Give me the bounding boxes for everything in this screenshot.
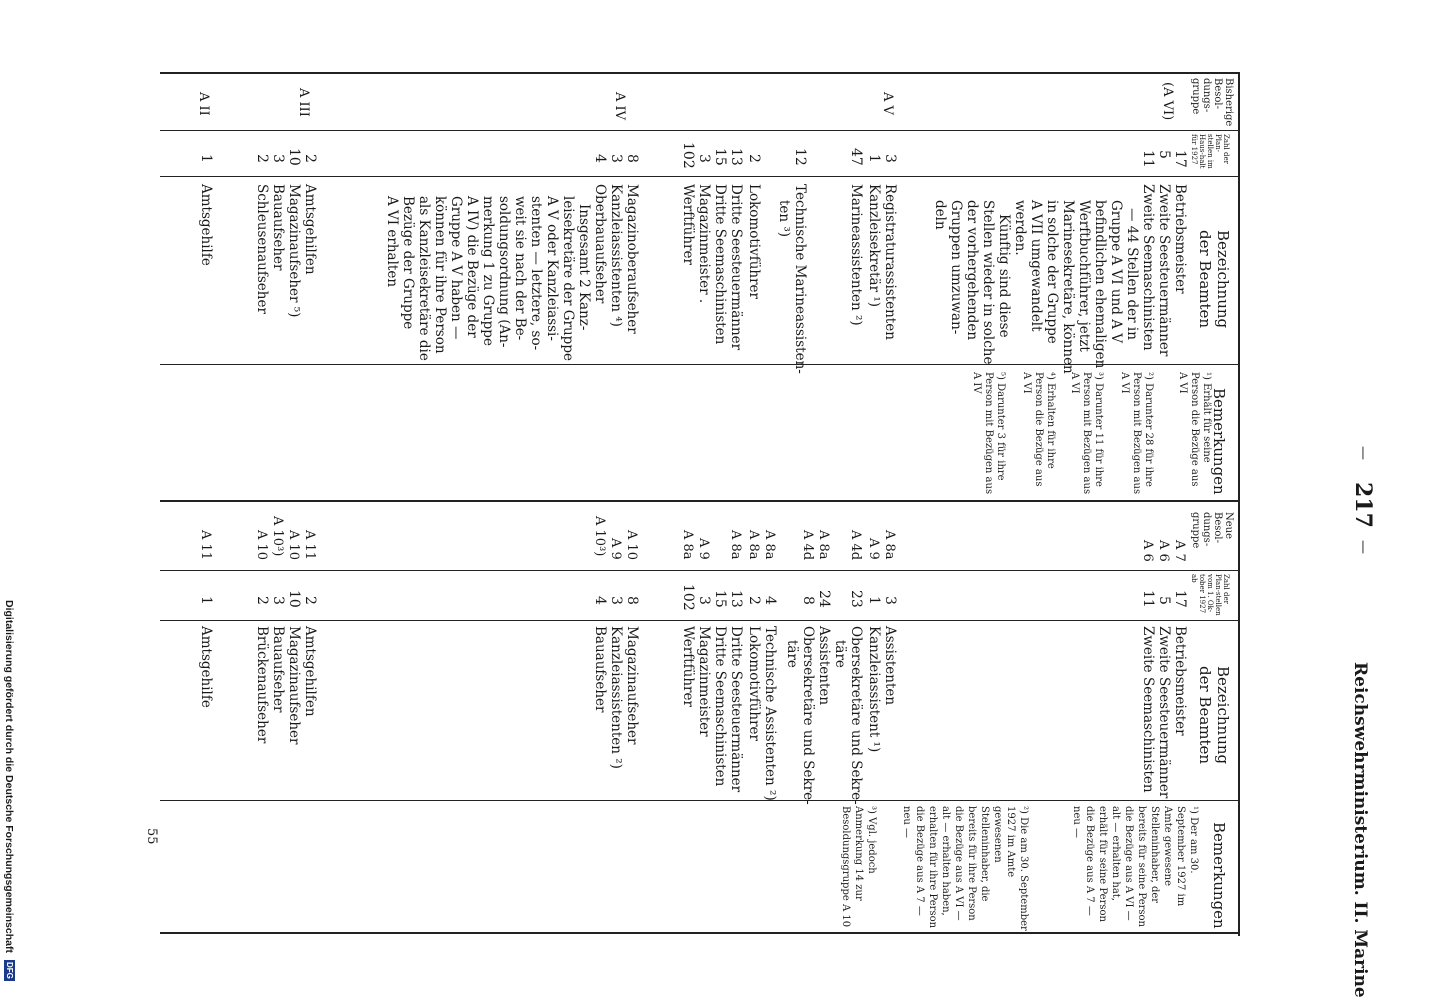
scan-page-number: 55 xyxy=(144,828,159,845)
new-group-cell: A 8a xyxy=(728,530,743,560)
count-cell: 8 xyxy=(624,154,640,163)
footnote: ³) Vgl. jedoch Anmerkung 14 zur Besoldungsgruppe A 10 xyxy=(840,806,877,928)
designation-line: Werftführer xyxy=(680,626,696,707)
count-cell: 2 xyxy=(746,154,762,163)
old-group-cell: (A VI) xyxy=(1160,82,1175,121)
designation-line: Marinesekretäre, können xyxy=(1060,200,1076,374)
page-title: Reichswehrministerium. II. Marine xyxy=(1350,662,1370,998)
designation-line: Technische Marineassisten- xyxy=(792,184,808,374)
count-cell: 102 xyxy=(680,584,696,611)
designation-line: Insgesamt 2 Kanz- xyxy=(576,204,592,331)
footnote: ²) Darunter 28 für ihre Person mit Bezügen aus A VI xyxy=(1119,372,1154,495)
designation-line: Technische Assistenten ²) xyxy=(762,626,778,801)
new-group-cell: A 6 xyxy=(1140,540,1155,562)
designation-line: werden. xyxy=(1012,200,1028,256)
designation-line: Bezüge der Gruppe xyxy=(400,196,416,330)
designation-line: Marineassistenten ²) xyxy=(848,184,864,326)
count-cell: 15 xyxy=(712,148,728,166)
designation-line: Zweite Seesteuermänner xyxy=(1156,626,1172,799)
header-designation-left: Bezeichnung der Beamten xyxy=(1196,230,1232,329)
header-new-group xyxy=(1190,512,1234,568)
designation-line: Magazinaufseher xyxy=(286,626,302,745)
footnote: ²) Die am 30. September 1927 im Amte gewesenen Stelleninhaber, die bereits für ihre Person die Bezüge aus A VI — alt — erhalten haben, erhalten für ihre Person die Bezüge aus A 7 — neu — xyxy=(901,806,1029,931)
designation-line: stenten — letztere, so- xyxy=(528,196,544,351)
designation-line: der vorhergehenden xyxy=(964,200,980,341)
designation-line: merkung 1 zu Gruppe xyxy=(480,196,496,346)
designation-line: können für ihre Person xyxy=(432,196,448,354)
designation-line: Oberbauaufseher xyxy=(592,184,608,304)
designation-line: Lokomotivführer xyxy=(746,626,762,741)
count-cell: 17 xyxy=(1172,150,1188,168)
designation-line: Amtsgehilfe xyxy=(198,184,214,266)
count-cell: 3 xyxy=(696,154,712,163)
col-divider xyxy=(160,570,1240,571)
count-cell: 2 xyxy=(254,154,270,163)
count-cell: 8 xyxy=(800,596,816,605)
designation-line: soldungsordnung (An- xyxy=(496,196,512,348)
count-cell: 15 xyxy=(712,590,728,608)
count-cell: 4 xyxy=(592,154,608,163)
designation-line: A VI erhalten xyxy=(384,196,400,288)
designation-line: Registraturassistenten xyxy=(882,184,898,340)
designation-line: Amtsgehilfe xyxy=(198,626,214,708)
header-designation-right: Bezeichnung der Beamten xyxy=(1196,666,1232,765)
designation-line: Gruppe A V haben — xyxy=(448,196,464,340)
new-group-cell: A 10³) xyxy=(270,516,285,557)
designation-line: Amtsgehilfen xyxy=(302,626,318,717)
count-cell: 13 xyxy=(728,148,744,166)
count-cell: 1 xyxy=(866,596,882,605)
col-divider xyxy=(160,130,1240,131)
designation-line: Betriebsmeister xyxy=(1172,626,1188,736)
designation-line: Kanzleiassistenten ⁴) xyxy=(608,184,624,327)
designation-line: Bauaufseher xyxy=(592,626,608,713)
footnote: ⁵) Darunter 3 für ihre Person mit Bezügen aus A IV xyxy=(971,372,1006,495)
table-bottom-border xyxy=(160,932,1240,934)
count-cell: 8 xyxy=(624,596,640,605)
designation-line: — 44 Stellen der in xyxy=(1124,208,1140,340)
count-cell: 3 xyxy=(696,596,712,605)
designation-line: Dritte Seemaschinisten xyxy=(712,184,728,345)
col-divider xyxy=(160,176,1240,177)
count-cell: 3 xyxy=(608,154,624,163)
count-cell: 11 xyxy=(1140,150,1156,168)
designation-line: ten ³) xyxy=(776,200,792,238)
count-cell: 4 xyxy=(762,596,778,605)
dash-right: — xyxy=(1355,540,1371,554)
designation-line: Magazinoberaufseher xyxy=(624,184,640,334)
designation-line: Amtsgehilfen xyxy=(302,184,318,275)
designation-line: in solche der Gruppe xyxy=(1044,200,1060,344)
count-cell: 1 xyxy=(866,154,882,163)
dash-left: — xyxy=(1355,446,1371,460)
designation-line: als Kanzleisekretäre die xyxy=(416,196,432,361)
designation-line: A V oder Kanzleiassi- xyxy=(544,196,560,341)
designation-line: Schleusenaufseher xyxy=(254,184,270,314)
designation-line: Lokomotivführer xyxy=(746,184,762,299)
designation-line: Brückenaufseher xyxy=(254,626,270,744)
count-cell: 5 xyxy=(1156,596,1172,605)
col-divider xyxy=(160,364,1240,365)
new-group-cell: A 9 xyxy=(866,538,881,560)
count-cell: 1 xyxy=(198,154,214,163)
designation-line: Magazinmeister xyxy=(696,626,712,737)
count-cell: 47 xyxy=(848,148,864,166)
count-cell: 23 xyxy=(848,590,864,608)
designation-line: Betriebsmeister xyxy=(1172,184,1188,294)
new-group-cell: A 8a xyxy=(762,530,777,560)
designation-line: weit sie nach der Be- xyxy=(512,196,528,341)
header-old-group-text: Bisherige Besol-dungs-gruppe xyxy=(1190,78,1234,127)
count-cell: 3 xyxy=(608,596,624,605)
header-count-new-text: Zahl der Plan-stellen vom 1. Ok-tober 1927 ab xyxy=(1190,574,1230,616)
designation-line: Bauaufseher xyxy=(270,184,286,271)
sidebar-credit-text: Digitalisierung gefördert durch die Deutsche Forschungsgemeinschaft xyxy=(3,600,15,953)
new-group-cell: A 7 xyxy=(1172,540,1187,562)
old-group-cell: A II xyxy=(196,92,211,116)
header-remarks-right: Bemerkungen xyxy=(1210,822,1228,929)
designation-line: Kanzleisekretär ¹) xyxy=(866,184,882,308)
new-group-cell: A 10 xyxy=(254,530,269,561)
designation-line: Kanzleiassistent ¹) xyxy=(866,626,882,753)
new-group-cell: A 4d xyxy=(800,530,815,561)
dfg-logo: DFG xyxy=(5,961,14,979)
count-cell: 24 xyxy=(816,590,832,608)
count-cell: 2 xyxy=(254,596,270,605)
designation-line: Dritte Seesteuermänner xyxy=(728,184,744,351)
new-group-cell: A 8a xyxy=(816,530,831,560)
designation-line: täre xyxy=(832,640,848,668)
new-group-cell: A 10 xyxy=(624,530,639,561)
header-new-group-text: Neue Besol-dungs-gruppe xyxy=(1190,512,1234,549)
footnote: ¹) Erhält für seine Person die Bezüge aus A VI xyxy=(1177,372,1212,487)
count-cell: 2 xyxy=(302,596,318,605)
old-group-cell: A IV xyxy=(612,92,627,121)
col-divider xyxy=(160,620,1240,621)
footnote: ³) Darunter 11 für ihre Person mit Bezügen aus A VI xyxy=(1069,372,1104,495)
designation-line: Zweite Seemaschinisten xyxy=(1140,626,1156,793)
count-cell: 10 xyxy=(286,590,302,608)
count-cell: 3 xyxy=(270,154,286,163)
count-cell: 12 xyxy=(792,148,808,166)
col-divider xyxy=(160,800,1240,801)
designation-line: Stellen wieder in solche xyxy=(980,200,996,365)
new-group-cell: A 10³) xyxy=(592,516,607,557)
designation-line: Zweite Seesteuermänner xyxy=(1156,184,1172,357)
count-cell: 3 xyxy=(270,596,286,605)
new-group-cell: A 11 xyxy=(198,530,213,561)
designation-line: Werftführer xyxy=(680,184,696,265)
new-group-cell: A 8a xyxy=(680,530,695,560)
count-cell: 3 xyxy=(882,596,898,605)
new-group-cell: A 9 xyxy=(608,538,623,560)
designation-line: Dritte Seesteuermänner xyxy=(728,626,744,793)
sidebar-credit xyxy=(0,600,18,996)
header-old-group xyxy=(1190,78,1234,128)
designation-line: leisekretäre der Gruppe xyxy=(560,196,576,361)
designation-line: Kanzleiassistenten ²) xyxy=(608,626,624,769)
count-cell: 10 xyxy=(286,148,302,166)
new-group-cell: A 6 xyxy=(1156,540,1171,562)
designation-line: Assistenten xyxy=(816,626,832,706)
count-cell: 2 xyxy=(302,154,318,163)
footnote: ⁴) Erhalten für ihre Person die Bezüge aus A VI xyxy=(1021,372,1056,487)
count-cell: 2 xyxy=(746,596,762,605)
designation-line: Magazinaufseher xyxy=(624,626,640,745)
designation-line: Werftbuchführer, jetzt xyxy=(1076,200,1092,352)
page-number: 217 xyxy=(1350,482,1376,528)
designation-line: A IV) die Bezüge der xyxy=(464,196,480,338)
designation-line: A VII umgewandelt xyxy=(1028,200,1044,332)
designation-line: Magazinmeister . xyxy=(696,184,712,304)
old-group-cell: A V xyxy=(880,92,895,115)
new-group-cell: A 9 xyxy=(696,538,711,560)
new-group-cell: A 8a xyxy=(746,530,761,560)
table-header-rule xyxy=(160,72,1240,74)
count-cell: 4 xyxy=(592,596,608,605)
header-count-old-text: Zahl der Plan-stellen im Haus-halt für 1927 xyxy=(1190,134,1230,169)
new-group-cell: A 8a xyxy=(882,530,897,560)
designation-line: Magazinaufseher ⁵) xyxy=(286,184,302,318)
count-cell: 5 xyxy=(1156,150,1172,159)
designation-line: befindlichen ehemaligen xyxy=(1092,200,1108,369)
designation-line: Gruppe A VI und A V xyxy=(1108,200,1124,344)
new-group-cell: A 10 xyxy=(286,530,301,561)
new-group-cell: A 4d xyxy=(848,530,863,561)
designation-line: Künftig sind diese xyxy=(996,214,1012,338)
count-cell: 11 xyxy=(1140,590,1156,608)
header-remarks-left: Bemerkungen xyxy=(1210,388,1228,495)
designation-line: Zweite Seemaschinisten xyxy=(1140,184,1156,351)
designation-line: Dritte Seemaschinisten xyxy=(712,626,728,787)
header-count-new xyxy=(1190,574,1230,618)
count-cell: 17 xyxy=(1172,590,1188,608)
designation-line: deln xyxy=(932,200,948,230)
count-cell: 1 xyxy=(198,596,214,605)
table-top-border xyxy=(1238,72,1240,936)
count-cell: 102 xyxy=(680,142,696,169)
designation-line: Obersekretäre und Sekre- xyxy=(848,626,864,805)
designation-line: täre xyxy=(784,640,800,668)
old-group-cell: A III xyxy=(296,88,311,117)
designation-line: Obersekretäre und Sekre- xyxy=(800,626,816,805)
count-cell: 13 xyxy=(728,590,744,608)
designation-line: Bauaufseher xyxy=(270,626,286,713)
new-group-cell: A 11 xyxy=(302,530,317,561)
col-divider-main xyxy=(160,500,1240,502)
designation-line: Assistenten xyxy=(882,626,898,706)
designation-line: Gruppen umzuwan- xyxy=(948,200,964,335)
header-count-old xyxy=(1190,134,1230,174)
count-cell: 3 xyxy=(882,154,898,163)
footnote: ¹) Der am 30. September 1927 im Amte gewesene Stelleninhaber, der bereits für seine Person die Bezüge aus A VI — alt — erhalten hat, erhält für seine Person die Bezüge aus A 7 — neu — xyxy=(1071,806,1199,928)
